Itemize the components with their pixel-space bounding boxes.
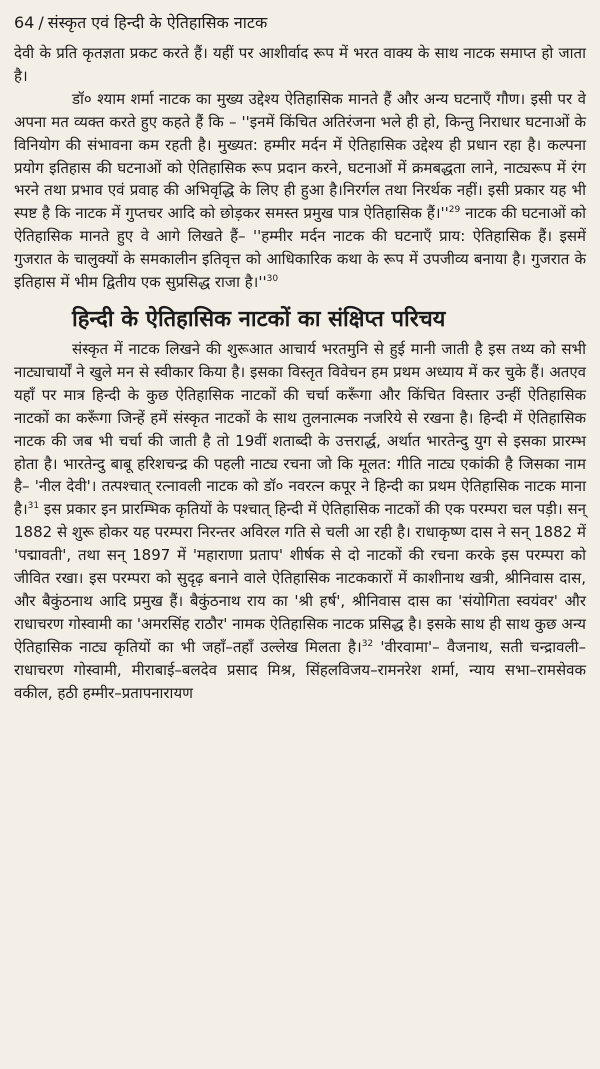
- footnote-marker-31: 31: [27, 501, 40, 512]
- page-number: 64: [14, 13, 35, 32]
- paragraph-text: देवी के प्रति कृतज्ञता प्रकट करते हैं। यहीं पर आशीर्वाद रूप में भरत वाक्य के साथ नाटक समाप्त हो जाता है।: [14, 44, 586, 85]
- book-title: संस्कृत एवं हिन्दी के ऐतिहासिक नाटक: [47, 13, 268, 32]
- running-head: [14, 12, 586, 34]
- paragraph-shyam-sharma: [14, 88, 586, 294]
- paragraph-text: डॉ० श्याम शर्मा नाटक का मुख्य उद्देश्य ऐतिहासिक मानते हैं और अन्य घटनाएँ गौण। इसी पर वे अपना मत व्यक्त करते हुए कहते हैं कि – ''इनमें किंचित अतिरंजना भले ही हो, किन्तु निराधार घटनाओं के विनियोग की संभावना कम रहती है। मुख्यत: हम्मीर मर्दन में ऐतिहासिक उद्देश्य ही प्रधान रहा है। कल्पना प्रयोग इतिहास की घटनाओं को ऐतिहासिक रूप प्रदान करने, घटनाओं में क्रमबद्धता लाने, नाट्यरूप में रंग भरने तथा प्रभाव एवं प्रवाह की अभिवृद्धि के लिए ही हुआ है।निरर्गल तथा निरर्थक नहीं। इसी प्रकार यह भी स्पष्ट है कि नाटक में गुप्तचर आदि को छोड़कर समस्त प्रमुख पात्र ऐतिहासिक हैं।'': [14, 89, 586, 223]
- footnote-marker-30: 30: [266, 274, 279, 285]
- paragraph-text: संस्कृत में नाटक लिखने की शुरूआत आचार्य भरतमुनि से हुई मानी जाती है इस तथ्य को सभी नाट्याचार्यों ने खुले मन से स्वीकार किया है। इसका विस्तृत विवेचन हम प्रथम अध्याय में कर चुके हैं। अतएव यहाँ पर मात्र हिन्दी के कुछ ऐतिहासिक नाटकों की चर्चा करूँगा और किंचित विस्तार उन्हीं ऐतिहासिक नाटकों का करूँगा जिन्हें हमें संस्कृत नाटकों के साथ तुलनात्मक नजरिये से रखना है। हिन्दी में ऐतिहासिक नाटक की जब भी चर्चा की जाती है तो 19वीं शताब्दी के उत्तरार्द्ध, अर्थात भारतेन्दु युग से इसका प्रारम्भ होता है। भारतेन्दु बाबू हरिशचन्द्र की पहली नाट्य रचना जो कि मूलत: गीति नाट्य एकांकी है जिसका नाम है– 'नील देवी'। तत्पश्चात् रत्नावली नाटक को डॉ० नवरत्न कपूर ने हिन्दी का प्रथम ऐतिहासिक नाटक माना है।: [14, 339, 586, 519]
- paragraph-text-continued: इस प्रकार इन प्रारम्भिक कृतियों के पश्चात् हिन्दी में ऐतिहासिक नाटकों की एक परम्परा चल पड़ी। सन् 1882 से शुरू होकर यह परम्परा निरन्तर अविरल गति से चली आ रही है। राधाकृष्ण दास ने सन् 1882 में 'पद्मावती', तथा सन् 1897 में 'महाराणा प्रताप' शीर्षक से दो नाटकों की रचना करके इस परम्परा को जीवित रखा। इस परम्परा को सुदृढ़ बनाने वाले ऐतिहासिक नाटककारों में काशीनाथ खत्री, श्रीनिवास दास, और बैकुंठनाथ आदि प्रमुख हैं। बैकुंठनाथ राय का 'श्री हर्ष', श्रीनिवास दास का 'संयोगिता स्वयंवर' और राधाचरण गोस्वामी का 'अमरसिंह राठौर' नामक ऐतिहासिक नाटक प्रसिद्ध है। इसके साथ ही साथ कुछ अन्य ऐतिहासिक नाट्य कृतियों का भी जहाँ–तहाँ उल्लेख मिलता है।: [14, 500, 586, 656]
- paragraph-continued: [14, 42, 586, 88]
- paragraph-text-continued: नाटक की घटनाओं को ऐतिहासिक मानते हुए वे आगे लिखते हैं– ''हम्मीर मर्दन नाटक की घटनाएँ प्राय: ऐतिहासिक हैं। इसमें गुजरात के चालुक्यों के समकालीन इतिवृत्त को आधिकारिक कथा के रूप में उपजीव्य बनाया है। गुजरात के इतिहास में भीम द्वितीय एक सुप्रसिद्ध राजा है।'': [14, 204, 587, 292]
- footnote-marker-29: 29: [448, 205, 461, 216]
- section-heading: हिन्दी के ऐतिहासिक नाटकों का संक्षिप्त परिचय: [72, 306, 446, 332]
- paragraph-section-intro: [14, 338, 586, 705]
- running-head-separator: /: [38, 13, 44, 32]
- paragraph-text-continued: 'वीरवामा'– वैजनाथ, सती चन्द्रावली–राधाचरण गोस्वामी, मीराबाई–बलदेव प्रसाद मिश्र, सिंहलविजय–रामनरेश शर्मा, न्याय सभा–रामसेवक वकील, हठी हम्मीर–प्रतापनारायण: [14, 637, 587, 702]
- footnote-marker-32: 32: [361, 638, 374, 649]
